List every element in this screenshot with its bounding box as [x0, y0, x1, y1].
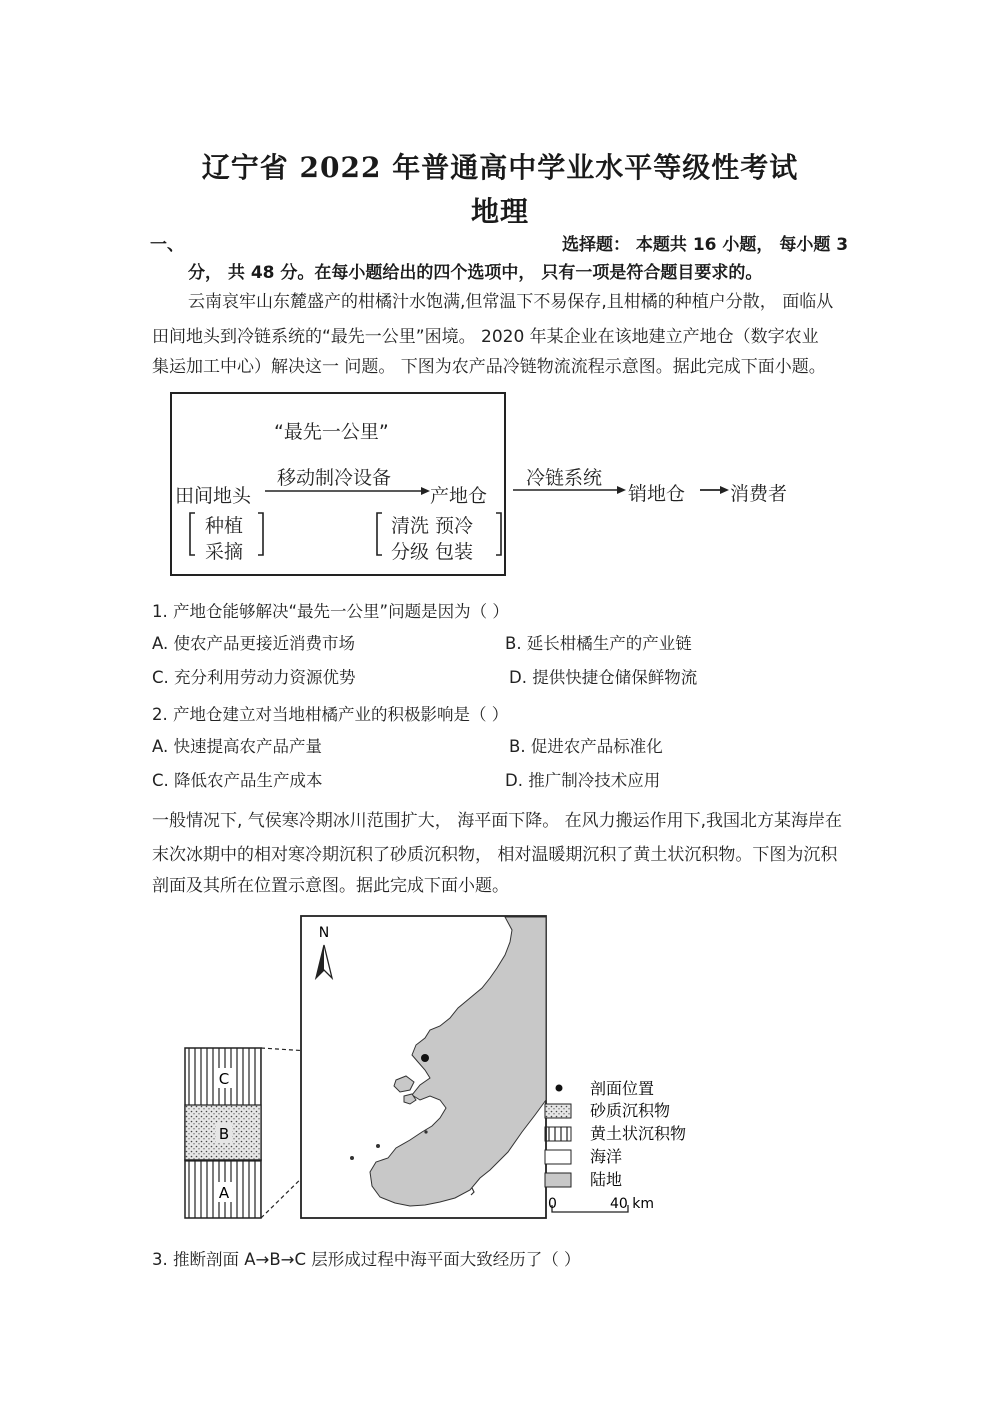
scale-end: 40 km	[610, 1196, 655, 1212]
profile-location-dot	[421, 1054, 429, 1062]
flow-wh-sub1: 清洗 预冷	[391, 515, 474, 537]
legend-ocean: 海洋	[590, 1147, 623, 1166]
intro1-line2: 田间地头到冷链系统的“最先一公里”困境。 2020 年某企业在该地建立产地仓（数字农业	[152, 327, 819, 347]
bracket-left-open	[190, 513, 195, 555]
flow-wh-sub2: 分级 包装	[391, 541, 474, 563]
flow-start-sub2: 采摘	[205, 541, 244, 563]
q1-stem: 1. 产地仓能够解决“最先一公里”问题是因为（ ）	[152, 602, 509, 621]
bracket-left-close	[258, 513, 263, 555]
q1-option-b[interactable]: B. 延长柑橘生产的产业链	[505, 634, 692, 653]
legend-land-swatch	[545, 1173, 571, 1187]
legend-loess: 黄土状沉积物	[590, 1124, 687, 1143]
q2-option-b[interactable]: B. 促进农产品标准化	[509, 737, 663, 756]
bracket-right-close	[496, 513, 501, 555]
q2-option-c[interactable]: C. 降低农产品生产成本	[152, 771, 323, 790]
flow-sales: 销地仓	[628, 483, 686, 505]
section-number: 一、	[150, 235, 184, 255]
scale-zero: 0	[548, 1196, 557, 1212]
flow-start: 田间地头	[175, 485, 252, 507]
section-header-line2: 分， 共 48 分。在每小题给出的四个选项中， 只有一项是符合题目要求的。	[188, 263, 763, 283]
intro2-line2: 末次冰期中的相对寒冷期沉积了砂质沉积物， 相对温暖期沉积了黄土状沉积物。下图为沉积	[152, 845, 838, 865]
intro1-line1: 云南哀牢山东麓盛产的柑橘汁水饱满,但常温下不易保存,且柑橘的种植户分散， 面临从	[188, 292, 834, 312]
flow-start-sub1: 种植	[205, 515, 244, 537]
intro2-line1: 一般情况下, 气侯寒冷期冰川范围扩大， 海平面下降。 在风力搬运作用下,我国北方某海岸在	[152, 811, 843, 831]
section-header-line1: 选择题： 本题共 16 小题， 每小题 3	[562, 235, 849, 255]
exam-title: 辽宁省 2022 年普通高中学业水平等级性考试	[201, 151, 799, 184]
q2-option-a[interactable]: A. 快速提高农产品产量	[152, 737, 322, 756]
flow-arrows	[0, 0, 1000, 600]
north-label: N	[318, 925, 330, 941]
q2-stem: 2. 产地仓建立对当地柑橘产业的积极影响是（ ）	[152, 705, 509, 724]
q1-option-a[interactable]: A. 使农产品更接近消费市场	[152, 634, 355, 653]
layer-a-label: A	[218, 1184, 230, 1202]
legend-profile: 剖面位置	[590, 1079, 655, 1098]
layer-c-label: C	[218, 1070, 230, 1088]
intro1-line3: 集运加工中心）解决这一 问题。 下图为农产品冷链物流流程示意图。据此完成下面小题。	[152, 357, 826, 377]
legend-land: 陆地	[590, 1170, 623, 1189]
legend-ocean-swatch	[545, 1150, 571, 1164]
legend-loess-swatch	[545, 1127, 571, 1141]
legend-dot-icon	[556, 1085, 563, 1092]
q3-stem: 3. 推断剖面 A→B→C 层形成过程中海平面大致经历了（ ）	[152, 1250, 581, 1269]
intro2-line3: 剖面及其所在位置示意图。据此完成下面小题。	[152, 876, 509, 896]
layer-b-label: B	[218, 1125, 230, 1143]
subject-title: 地理	[470, 195, 529, 228]
q2-option-d[interactable]: D. 推广制冷技术应用	[505, 771, 661, 790]
legend-sand: 砂质沉积物	[590, 1101, 671, 1120]
flow-warehouse: 产地仓	[430, 485, 488, 507]
legend-sand-swatch	[545, 1104, 571, 1118]
flow-arrow1-label: 移动制冷设备	[277, 467, 392, 489]
bracket-right-open	[377, 513, 382, 555]
q1-option-d[interactable]: D. 提供快捷仓储保鲜物流	[509, 668, 698, 687]
sediment-map-figure	[0, 900, 1000, 1230]
flow-top-label: “最先一公里”	[274, 421, 389, 443]
flow-arrow2-label: 冷链系统	[526, 467, 603, 489]
q1-option-c[interactable]: C. 充分利用劳动力资源优势	[152, 668, 356, 687]
flow-consumer: 消费者	[730, 483, 788, 505]
